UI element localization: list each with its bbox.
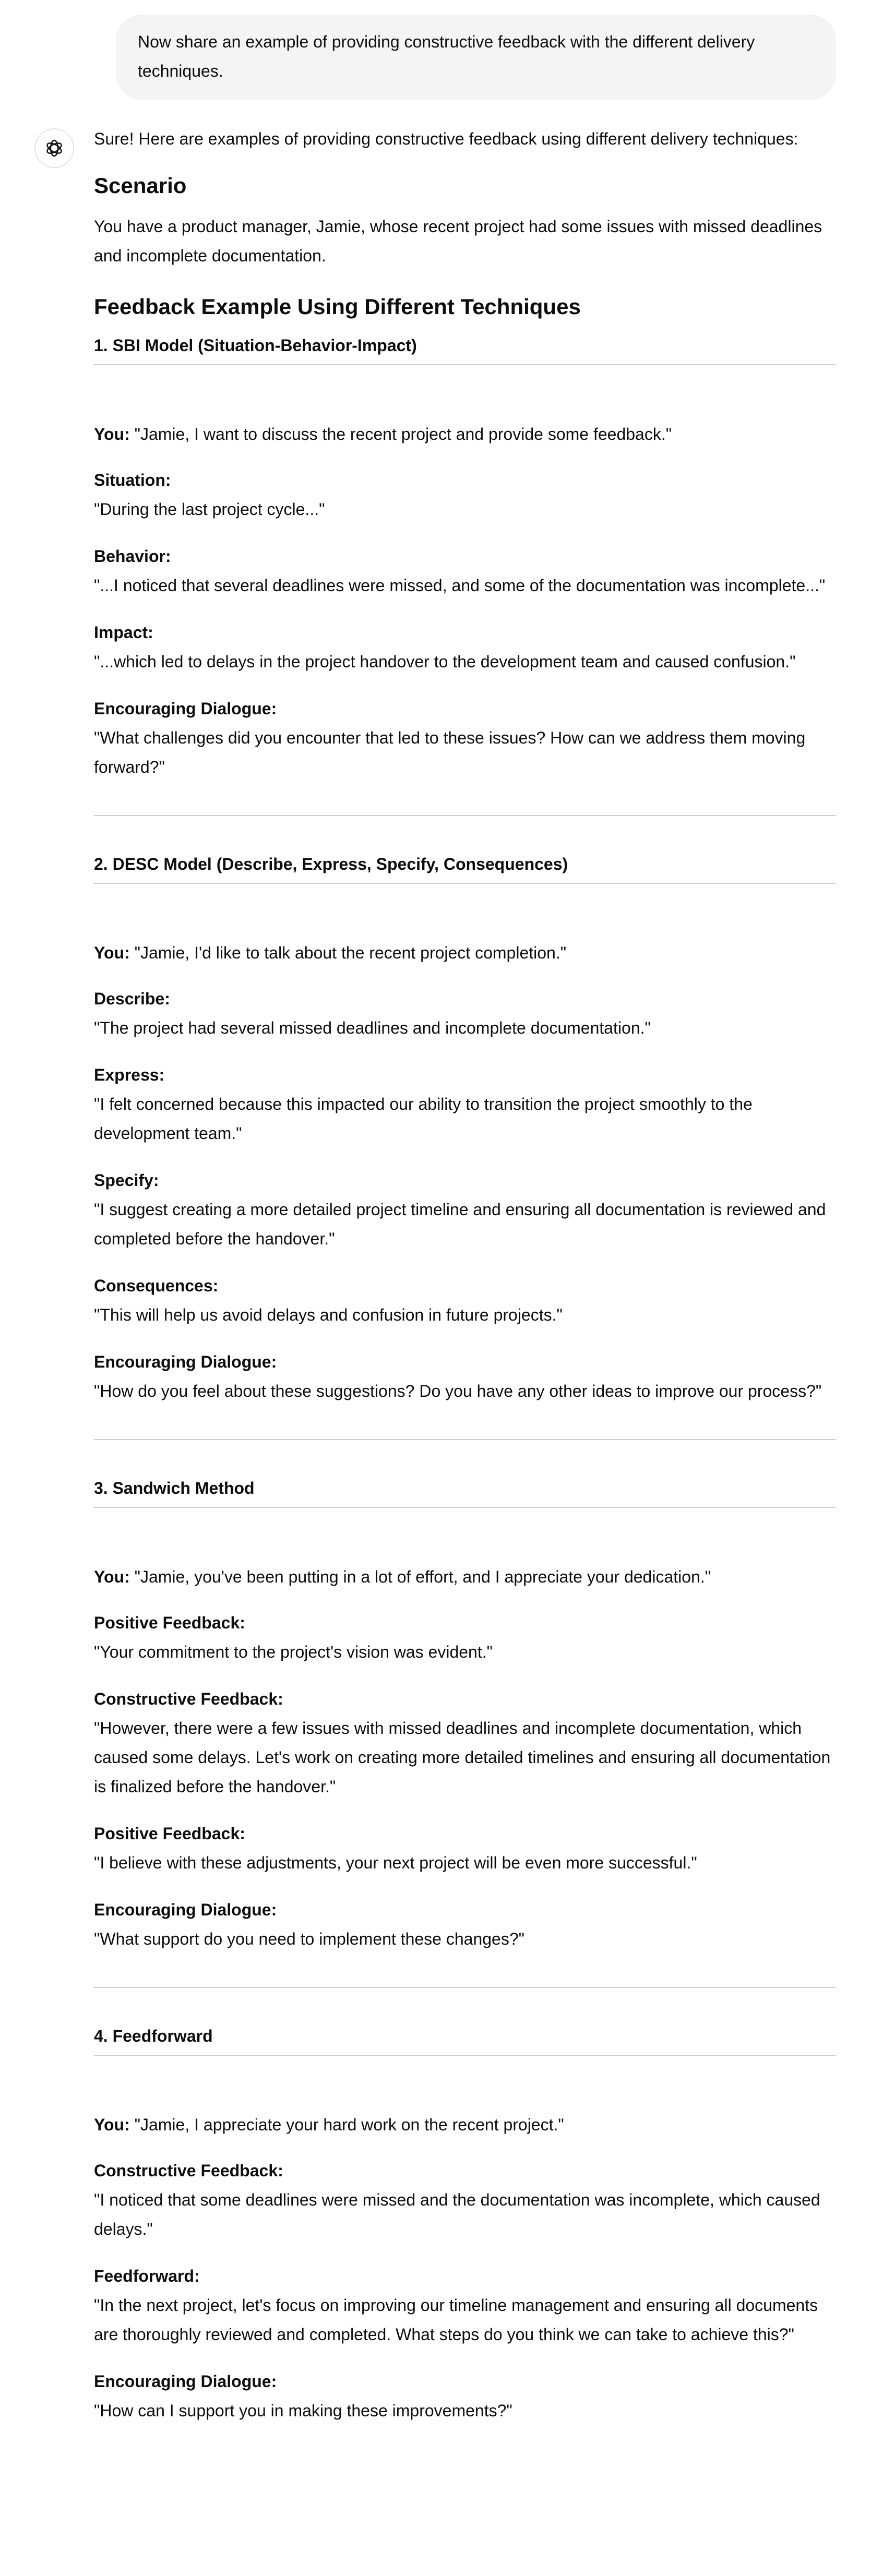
section-title: 3. Sandwich Method <box>94 1479 255 1497</box>
feedback-item-label: Feedforward: <box>94 2267 200 2285</box>
feedback-item-text: "In the next project, let's focus on improving our timeline management and ensuring all documents are thoroughly reviewed and completed. What steps do you think we can take to achieve this?" <box>94 2296 818 2344</box>
technique-section <box>94 852 836 1406</box>
feedback-item-text: "...which led to delays in the project handover to the development team and caused confusion." <box>94 652 796 671</box>
section-title: 4. Feedforward <box>94 2027 213 2045</box>
feedback-item-text: "I felt concerned because this impacted our ability to transition the project smoothly to the development team." <box>94 1095 753 1143</box>
user-message-text: Now share an example of providing constructive feedback with the different delivery techniques. <box>138 32 755 80</box>
feedback-item-text: "I noticed that some deadlines were missed and the documentation was incomplete, which caused delays." <box>94 2190 820 2238</box>
you-line <box>94 420 836 449</box>
feedback-item-text: "How can I support you in making these improvements?" <box>94 2401 512 2420</box>
you-line <box>94 938 836 967</box>
scenario-text: You have a product manager, Jamie, whose recent project had some issues with missed deadlines and incomplete documentation. <box>94 217 822 265</box>
feedback-item-text: "How do you feel about these suggestions? Do you have any other ideas to improve our process?" <box>94 1382 822 1400</box>
feedback-item-label: Positive Feedback: <box>94 1613 245 1632</box>
section-spacer <box>94 884 836 938</box>
section-divider <box>94 1987 836 1988</box>
feedback-item-express <box>94 1060 836 1148</box>
feedback-item-encouraging-dialogue <box>94 694 836 782</box>
you-label: You: <box>94 1567 130 1586</box>
feedback-item-text: "I suggest creating a more detailed project timeline and ensuring all documentation is reviewed and completed before the handover." <box>94 1200 826 1248</box>
section-divider <box>94 1439 836 1440</box>
you-line <box>94 1562 836 1591</box>
feedback-item-label: Behavior: <box>94 547 171 566</box>
feedback-item-constructive-feedback <box>94 2156 836 2244</box>
user-message-row <box>116 15 836 100</box>
feedback-item-text: "I believe with these adjustments, your next project will be even more successful." <box>94 1853 697 1872</box>
technique-section <box>94 333 836 782</box>
section-spacer <box>94 365 836 420</box>
feedback-item-positive-feedback <box>94 1608 836 1667</box>
assistant-intro: Sure! Here are examples of providing constructive feedback using different delivery techniques: <box>94 129 798 148</box>
user-message-bubble <box>116 15 836 100</box>
openai-logo-icon <box>44 138 65 159</box>
section-title: 1. SBI Model (Situation-Behavior-Impact) <box>94 336 417 355</box>
feedback-item-describe <box>94 984 836 1043</box>
feedback-item-label: Encouraging Dialogue: <box>94 1352 277 1371</box>
feedback-item-label: Specify: <box>94 1171 159 1190</box>
feedback-item-text: "...I noticed that several deadlines were missed, and some of the documentation was incomplete..." <box>94 576 826 595</box>
feedback-item-consequences <box>94 1271 836 1329</box>
feedback-item-text: "This will help us avoid delays and confusion in future projects." <box>94 1305 563 1324</box>
you-text: "Jamie, I want to discuss the recent project and provide some feedback." <box>134 425 672 444</box>
feedback-item-impact <box>94 618 836 676</box>
feedback-item-text: "During the last project cycle..." <box>94 500 325 519</box>
feedback-item-feedforward <box>94 2261 836 2349</box>
technique-section <box>94 1476 836 1954</box>
assistant-avatar <box>34 128 74 168</box>
feedback-item-text: "The project had several missed deadlines and incomplete documentation." <box>94 1019 651 1037</box>
feedback-item-specify <box>94 1166 836 1253</box>
you-text: "Jamie, I appreciate your hard work on the recent project." <box>134 2115 564 2134</box>
feedback-item-positive-feedback <box>94 1819 836 1877</box>
feedback-item-label: Encouraging Dialogue: <box>94 1900 277 1919</box>
feedback-item-label: Constructive Feedback: <box>94 1690 283 1708</box>
feedback-item-label: Constructive Feedback: <box>94 2161 283 2180</box>
feedback-item-constructive-feedback <box>94 1684 836 1801</box>
you-text: "Jamie, I'd like to talk about the recent project completion." <box>134 943 567 962</box>
feedback-item-label: Impact: <box>94 623 153 642</box>
feedback-item-text: "What challenges did you encounter that led to these issues? How can we address them moving forward?" <box>94 728 806 776</box>
technique-sections <box>94 333 836 2425</box>
feedback-item-text: "What support do you need to implement these changes?" <box>94 1930 524 1948</box>
section-divider <box>94 815 836 816</box>
examples-heading: Feedback Example Using Different Techniques <box>94 294 581 319</box>
scenario-heading: Scenario <box>94 173 187 198</box>
you-label: You: <box>94 425 130 444</box>
feedback-item-text: "Your commitment to the project's vision was evident." <box>94 1643 493 1661</box>
feedback-item-label: Express: <box>94 1065 165 1084</box>
technique-section <box>94 2023 836 2425</box>
feedback-item-text: "However, there were a few issues with missed deadlines and incomplete documentation, which caused some delays. Let's work on creating more detailed timelines and ensuring all documentation is finalized before the handover." <box>94 1719 831 1796</box>
feedback-item-label: Situation: <box>94 471 171 489</box>
feedback-item-label: Encouraging Dialogue: <box>94 2372 277 2391</box>
feedback-item-encouraging-dialogue <box>94 1347 836 1406</box>
section-title: 2. DESC Model (Describe, Express, Specify, Consequences) <box>94 855 568 873</box>
feedback-item-label: Encouraging Dialogue: <box>94 699 277 718</box>
you-text: "Jamie, you've been putting in a lot of effort, and I appreciate your dedication." <box>134 1567 711 1586</box>
you-label: You: <box>94 2115 130 2134</box>
assistant-message <box>94 124 836 2425</box>
feedback-item-behavior <box>94 542 836 600</box>
feedback-item-label: Describe: <box>94 989 170 1008</box>
feedback-item-encouraging-dialogue <box>94 2367 836 2425</box>
section-spacer <box>94 1508 836 1562</box>
feedback-item-situation <box>94 465 836 524</box>
section-spacer <box>94 2056 836 2110</box>
you-line <box>94 2110 836 2139</box>
you-label: You: <box>94 943 130 962</box>
feedback-item-encouraging-dialogue <box>94 1895 836 1954</box>
feedback-item-label: Positive Feedback: <box>94 1824 245 1843</box>
feedback-item-label: Consequences: <box>94 1276 219 1295</box>
